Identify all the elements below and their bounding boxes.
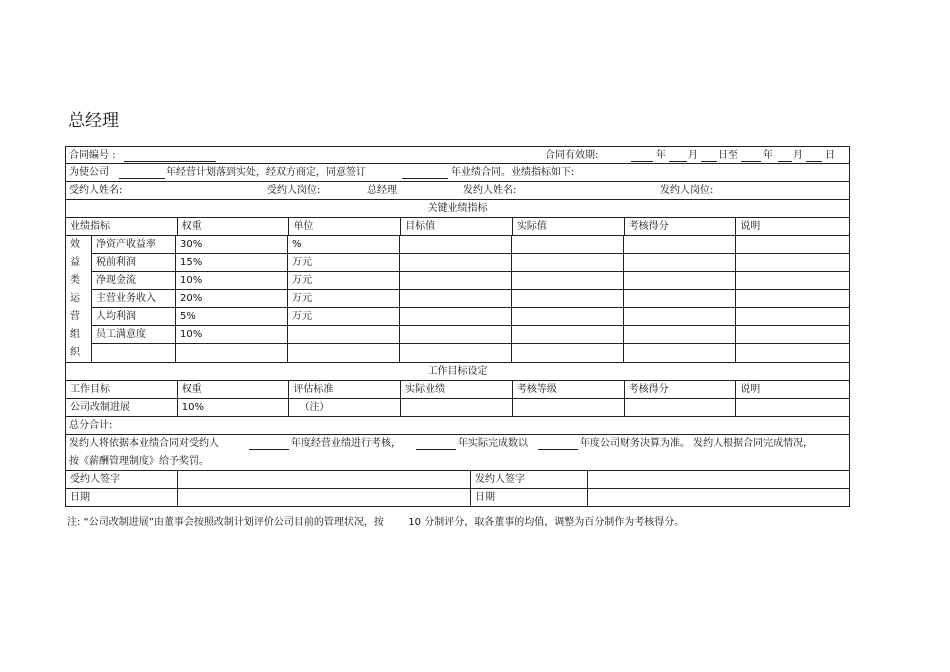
work-weight: 10%: [178, 399, 290, 416]
kpi-actual-cell[interactable]: [512, 236, 624, 253]
kpi-weight: 10%: [176, 326, 288, 343]
footnote: [67, 513, 684, 528]
kpi-target-cell[interactable]: [400, 236, 512, 253]
total-label: 总分合计:: [69, 420, 113, 431]
kpi-target-cell[interactable]: [400, 254, 512, 271]
kpi-name: 主营业务收入: [92, 290, 176, 307]
kpi-actual-cell[interactable]: [512, 326, 624, 343]
intro-text-1: 为使公司: [69, 167, 109, 178]
clause-row: [65, 435, 850, 471]
contract-no-label: 合同编号 :: [69, 150, 116, 161]
contract-year-field[interactable]: [402, 168, 448, 179]
kpi-header-cell: 目标值: [401, 218, 513, 235]
intro-text-3: 年业绩合同。业绩指标如下:: [451, 167, 575, 178]
issuer-name-label: 发约人姓名:: [463, 185, 517, 196]
end-month-field[interactable]: [778, 151, 792, 162]
kpi-weight: 20%: [176, 290, 288, 307]
work-actual-cell[interactable]: [401, 399, 513, 416]
kpi-section-title-row: [65, 200, 850, 218]
work-grade-cell[interactable]: [513, 399, 625, 416]
kpi-score-cell[interactable]: [624, 290, 736, 307]
issuer-post-label: 发约人岗位:: [660, 185, 714, 196]
kpi-note-cell[interactable]: [736, 272, 849, 289]
kpi-target-cell[interactable]: [400, 272, 512, 289]
receiver-date-field[interactable]: [178, 489, 471, 506]
work-header-cell: 考核等级: [513, 381, 625, 398]
kpi-name: 净现金流: [92, 272, 176, 289]
intro-text-2: 年经营计划落到实处，经双方商定，同意签订: [166, 167, 366, 178]
date-row: [65, 489, 850, 507]
kpi-header-cell: 实际值: [513, 218, 625, 235]
end-year-field[interactable]: [741, 151, 761, 162]
total-row: [65, 417, 850, 435]
work-note-cell[interactable]: [736, 399, 849, 416]
kpi-header-cell: 考核得分: [625, 218, 737, 235]
receiver-post-label: 受约人岗位:: [267, 185, 321, 196]
kpi-unit: 万元: [288, 290, 400, 307]
kpi-section-title: 关键业绩指标: [427, 203, 488, 214]
clause-text-5: 按《薪酬管理制度》给予奖罚。: [69, 456, 209, 467]
kpi-note-cell[interactable]: [736, 290, 849, 307]
kpi-name: 税前利润: [92, 254, 176, 271]
kpi-header-row: [65, 218, 850, 236]
kpi-rows: [92, 236, 849, 362]
validity-label: 合同有效期:: [545, 150, 599, 161]
kpi-weight: 15%: [176, 254, 288, 271]
receiver-date-label: 日期: [66, 489, 178, 506]
work-header-cell: 工作目标: [66, 381, 178, 398]
receiver-name-label: 受约人姓名:: [69, 185, 123, 196]
kpi-unit: 万元: [288, 272, 400, 289]
clause-fiscal-year-field[interactable]: [538, 439, 578, 450]
kpi-row: [92, 272, 849, 290]
kpi-note-cell[interactable]: [736, 308, 849, 325]
work-header-cell: 实际业绩: [401, 381, 513, 398]
contract-header-row: [65, 146, 850, 164]
kpi-target-cell[interactable]: [400, 290, 512, 307]
receiver-post-value: 总经理: [367, 185, 397, 196]
start-month-field[interactable]: [669, 151, 687, 162]
start-year-field[interactable]: [631, 151, 653, 162]
kpi-note-cell[interactable]: [736, 344, 849, 362]
kpi-score-cell[interactable]: [624, 344, 736, 362]
kpi-row: [92, 344, 849, 362]
issuer-date-label: 日期: [471, 489, 588, 506]
receiver-sign-field[interactable]: [178, 471, 471, 488]
clause-receiver-field[interactable]: [249, 439, 289, 450]
group-char: 组: [70, 329, 80, 340]
month-label-2: 月: [793, 150, 803, 161]
kpi-row: [92, 254, 849, 272]
contract-no-field[interactable]: [124, 151, 216, 162]
work-row: [65, 399, 850, 417]
issuer-date-field[interactable]: [588, 489, 849, 506]
clause-text-3: 年实际完成数以: [458, 438, 528, 449]
clause-text-1: 发约人将依据本业绩合同对受约人: [69, 438, 219, 449]
kpi-target-cell[interactable]: [400, 344, 512, 362]
kpi-table-body: [65, 236, 850, 363]
work-score-cell[interactable]: [625, 399, 737, 416]
kpi-score-cell[interactable]: [624, 236, 736, 253]
kpi-unit[interactable]: [288, 344, 400, 362]
group-char: 类: [70, 275, 80, 286]
kpi-actual-cell[interactable]: [512, 308, 624, 325]
work-goal: 公司改制进展: [66, 399, 178, 416]
kpi-weight: 30%: [176, 236, 288, 253]
kpi-score-cell[interactable]: [624, 272, 736, 289]
group-char: 益: [70, 257, 80, 268]
kpi-weight[interactable]: [176, 344, 288, 362]
kpi-note-cell[interactable]: [736, 326, 849, 343]
kpi-row: [92, 290, 849, 308]
signature-row: [65, 471, 850, 489]
work-header-cell: 考核得分: [625, 381, 737, 398]
footnote-text-2: 10 分制评分，取各董事的均值，调整为百分制作为考核得分。: [408, 517, 685, 528]
parties-row: [65, 182, 850, 200]
group-char: 营: [70, 311, 80, 322]
kpi-note-cell[interactable]: [736, 254, 849, 271]
footnote-text-1: 注: “公司改制进展”由董事会按照改制计划评价公司目前的管理状况，按: [67, 517, 384, 528]
kpi-target-cell[interactable]: [400, 326, 512, 343]
group-char: 织: [70, 347, 80, 358]
kpi-unit: 万元: [288, 254, 400, 271]
work-section-title: 工作目标设定: [427, 366, 488, 377]
clause-text-2: 年度经营业绩进行考核，: [291, 438, 401, 449]
kpi-weight: 5%: [176, 308, 288, 325]
kpi-unit: %: [288, 236, 400, 253]
clause-year-field[interactable]: [416, 439, 456, 450]
work-header-cell: 权重: [178, 381, 290, 398]
day-label: 日: [825, 150, 835, 161]
group-char: 运: [70, 293, 80, 304]
day-to-label: 日至: [718, 150, 738, 161]
kpi-score-cell[interactable]: [624, 308, 736, 325]
kpi-score-cell[interactable]: [624, 254, 736, 271]
kpi-target-cell[interactable]: [400, 308, 512, 325]
kpi-note-cell[interactable]: [736, 236, 849, 253]
kpi-unit: [288, 326, 400, 343]
kpi-header-cell: 权重: [178, 218, 290, 235]
kpi-row: [92, 308, 849, 326]
kpi-group-column: [66, 236, 92, 362]
year-label: 年: [656, 150, 666, 161]
kpi-actual-cell[interactable]: [512, 344, 624, 362]
work-section-title-row: [65, 363, 850, 381]
intro-row: [65, 164, 850, 182]
plan-year-field[interactable]: [119, 168, 165, 179]
kpi-score-cell[interactable]: [624, 326, 736, 343]
issuer-sign-field[interactable]: [588, 471, 849, 488]
kpi-header-cell: 说明: [740, 221, 761, 232]
kpi-header-cell: 业绩指标: [66, 218, 178, 235]
kpi-header-cell: 单位: [289, 218, 401, 235]
month-label: 月: [688, 150, 698, 161]
issuer-sign-label: 发约人签字: [471, 471, 588, 488]
kpi-name: 人均利润: [92, 308, 176, 325]
kpi-name: 员工满意度: [92, 326, 176, 343]
work-header-row: [65, 381, 850, 399]
performance-contract-form: [65, 146, 850, 507]
kpi-actual-cell[interactable]: [512, 290, 624, 307]
year-label-2: 年: [763, 150, 773, 161]
end-day-field[interactable]: [806, 151, 822, 162]
work-standard: （注）: [289, 399, 401, 416]
kpi-actual-cell[interactable]: [512, 272, 624, 289]
kpi-actual-cell[interactable]: [512, 254, 624, 271]
kpi-unit: 万元: [288, 308, 400, 325]
kpi-row: [92, 326, 849, 344]
kpi-row: [92, 236, 849, 254]
receiver-sign-label: 受约人签字: [66, 471, 178, 488]
clause-text-4: 年度公司财务决算为准。 发约人根据合同完成情况，: [580, 438, 814, 449]
kpi-name[interactable]: [92, 344, 176, 362]
start-day-field[interactable]: [701, 151, 717, 162]
kpi-name: 净资产收益率: [92, 236, 176, 253]
work-header-cell: 说明: [740, 384, 761, 395]
page-title: 总经理: [68, 111, 119, 131]
group-char: 效: [70, 239, 80, 250]
kpi-weight: 10%: [176, 272, 288, 289]
work-header-cell: 评估标准: [289, 381, 401, 398]
